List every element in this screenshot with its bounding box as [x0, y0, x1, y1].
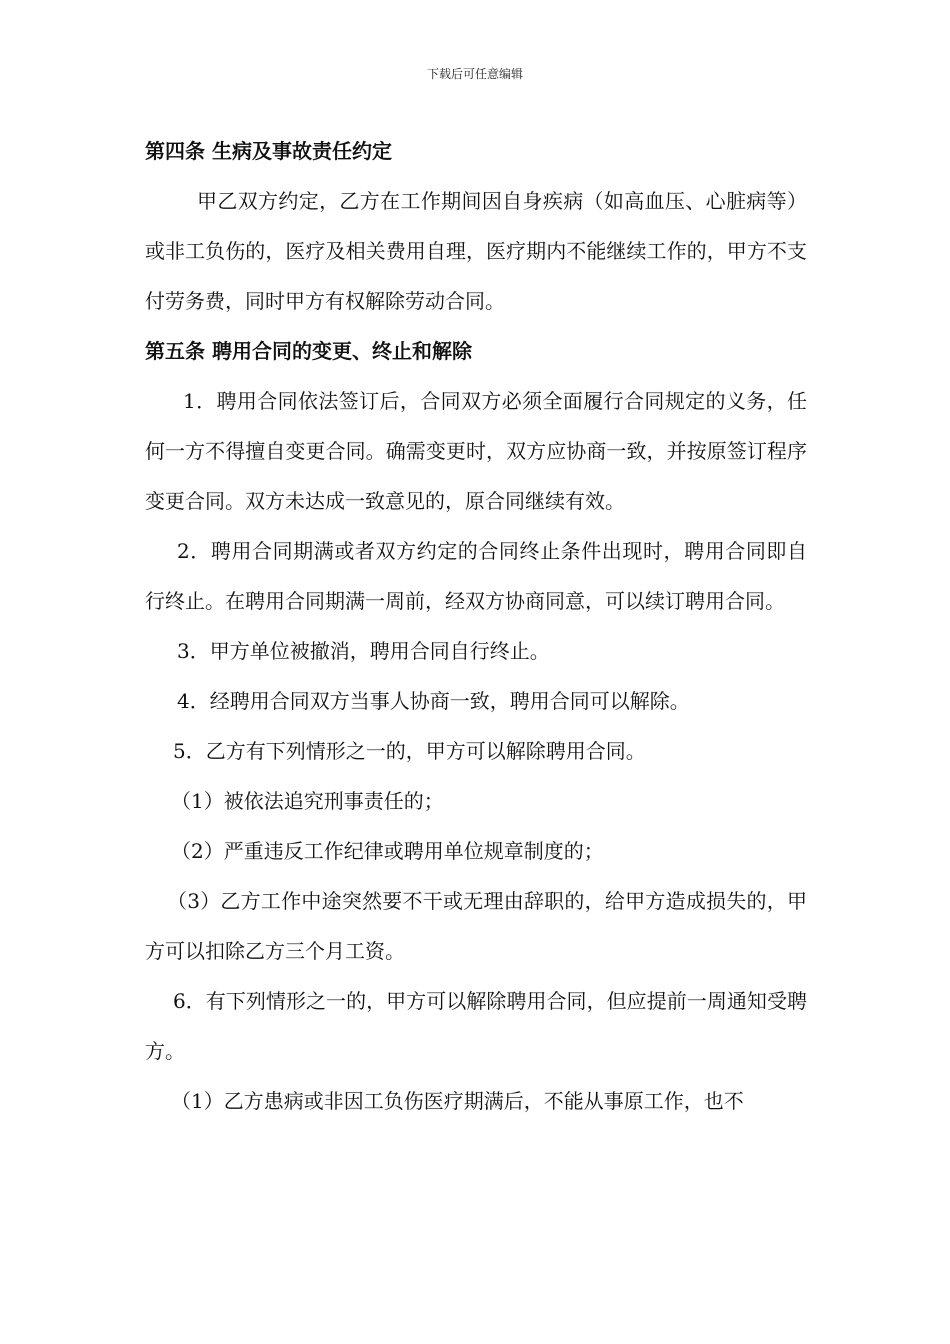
article-5-item-3: 3．甲方单位被撤消，聘用合同自行终止。	[177, 639, 550, 663]
article-5-item-1: 1．聘用合同依法签订后，合同双方必须全面履行合同规定的义务，任何一方不得擅自变更合同。确需变更时，双方应协商一致，并按原签订程序变更合同。双方未达成一致意见的，原合同继续有效。	[145, 389, 807, 513]
article-4-paragraph: 甲乙双方约定，乙方在工作期间因自身疾病（如高血压、心脏病等）或非工负伤的，医疗及相关费用自理，医疗期内不能继续工作的，甲方不支付劳务费，同时甲方有权解除劳动合同。	[145, 189, 807, 313]
document-body	[145, 126, 807, 1126]
article-4-heading: 第四条 生病及事故责任约定	[145, 139, 392, 163]
article-5-item-5-sub-2: （2）严重违反工作纪律或聘用单位规章制度的；	[171, 839, 604, 863]
article-5-item-5-sub-1: （1）被依法追究刑事责任的；	[171, 789, 444, 813]
article-5-item-5-sub-3: （3）乙方工作中途突然要不干或无理由辞职的，给甲方造成损失的，甲方可以扣除乙方三个月工资。	[145, 889, 807, 963]
article-5-item-2: 2．聘用合同期满或者双方约定的合同终止条件出现时，聘用合同即自行终止。在聘用合同期满一周前，经双方协商同意，可以续订聘用合同。	[145, 539, 807, 613]
article-5-item-4: 4．经聘用合同双方当事人协商一致，聘用合同可以解除。	[177, 689, 690, 713]
article-5-heading: 第五条 聘用合同的变更、终止和解除	[145, 339, 472, 363]
page-header: 下载后可任意编辑	[426, 67, 523, 81]
article-5-item-6: 6．有下列情形之一的，甲方可以解除聘用合同，但应提前一周通知受聘方。	[145, 989, 807, 1063]
article-5-item-6-sub-1: （1）乙方患病或非因工负伤医疗期满后，不能从事原工作，也不	[171, 1089, 744, 1113]
article-5-item-5: 5．乙方有下列情形之一的，甲方可以解除聘用合同。	[173, 739, 646, 763]
